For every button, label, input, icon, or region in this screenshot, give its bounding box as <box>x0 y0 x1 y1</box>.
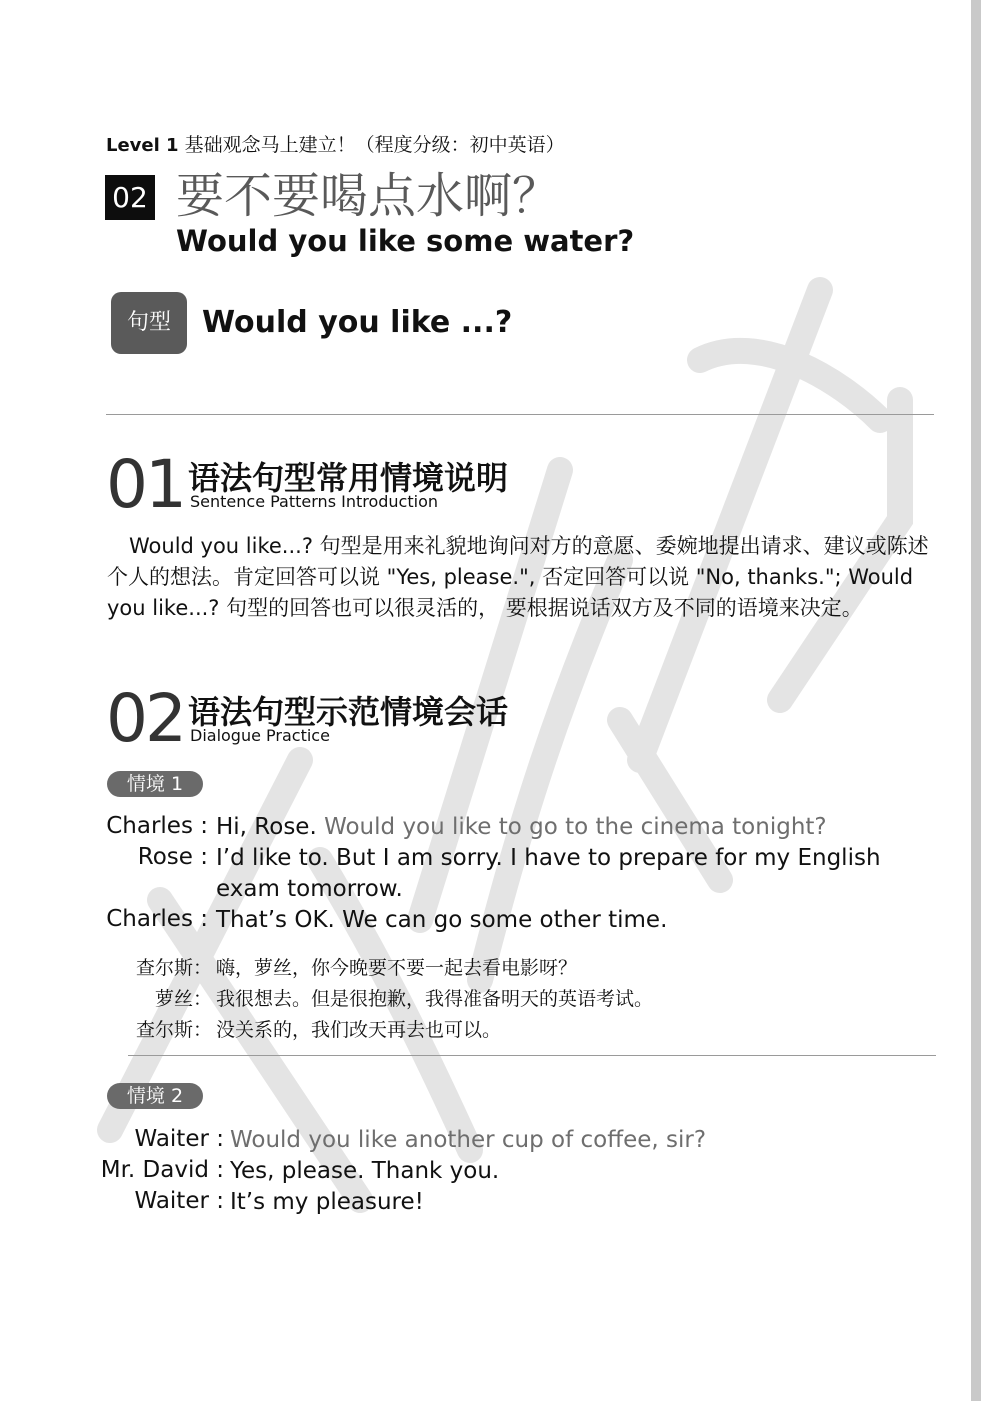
scene2-line1-speaker: Waiter : <box>134 1126 224 1152</box>
scene2-line2-speaker: Mr. David : <box>100 1157 224 1183</box>
scene1-line1 <box>216 812 936 843</box>
lesson-title-en: Would you like some water? <box>176 224 635 258</box>
scene2-line1-highlight: Would you like another cup of coffee, sir? <box>230 1127 707 1153</box>
scene2-line2-text: Yes, please. Thank you. <box>230 1158 500 1184</box>
scene1-cn2-text: 我很想去。但是很抱歉，我得准备明天的英语考试。 <box>216 988 654 1010</box>
lesson-number: 02 <box>105 175 155 220</box>
scene1-line1-text: Hi, Rose. <box>216 814 317 840</box>
scene1-cn1-text: 嗨，萝丝，你今晚要不要一起去看电影呀？ <box>216 957 578 979</box>
scene1-line3-speaker: Charles : <box>106 906 208 932</box>
scene1-cn1-speaker: 查尔斯： <box>135 957 212 979</box>
scene1-cn2-speaker: 萝丝： <box>154 988 212 1010</box>
pattern-text: Would you like ...? <box>202 305 513 340</box>
scene2-line3-speaker: Waiter : <box>134 1188 224 1214</box>
scene1-line2-text: I’d like to. But I am sorry. I have to prepare for my English exam tomorrow. <box>216 845 881 902</box>
scene1-line1-speaker: Charles : <box>106 813 208 839</box>
section1-body: Would you like...? 句型是用来礼貌地询问对方的意愿、委婉地提出请求、建议或陈述个人的想法。肯定回答可以说 "Yes, please.", 否定回答可以说 "No, thanks."; Would you like...? 句型的回答也可以很灵活的， 要根据说话双方及不同的语境来决定。 <box>107 534 929 620</box>
scene1-line1-highlight: Would you like to go to the cinema tonight? <box>324 814 827 840</box>
section1-title-en: Sentence Patterns Introduction <box>190 492 438 511</box>
section1-title-cn: 语法句型常用情境说明 <box>188 459 509 497</box>
divider <box>128 1055 936 1056</box>
level-label: Level 1 <box>106 135 179 156</box>
lesson-title-cn: 要不要喝点水啊？ <box>176 168 561 224</box>
section2-title-cn: 语法句型示范情境会话 <box>188 693 509 731</box>
pattern-tag: 句型 <box>111 292 187 354</box>
level-description: 基础观念马上建立！（程度分级：初中英语） <box>184 134 565 156</box>
scene1-cn3-text: 没关系的，我们改天再去也可以。 <box>216 1019 502 1041</box>
scene1-tag: 情境 1 <box>107 771 203 797</box>
scene1-line3-text: That’s OK. We can go some other time. <box>216 907 668 933</box>
scene2-tag: 情境 2 <box>107 1083 203 1109</box>
scene1-cn3-speaker: 查尔斯： <box>135 1019 212 1041</box>
level-header <box>106 130 565 157</box>
section1-number: 01 <box>106 446 184 523</box>
section2-title-en: Dialogue Practice <box>190 726 330 745</box>
section2-number: 02 <box>106 680 184 757</box>
page-edge-shadow <box>971 0 981 1401</box>
divider <box>106 414 934 415</box>
scene1-line2-speaker: Rose : <box>137 844 208 870</box>
scene2-line3-text: It’s my pleasure! <box>230 1189 424 1215</box>
